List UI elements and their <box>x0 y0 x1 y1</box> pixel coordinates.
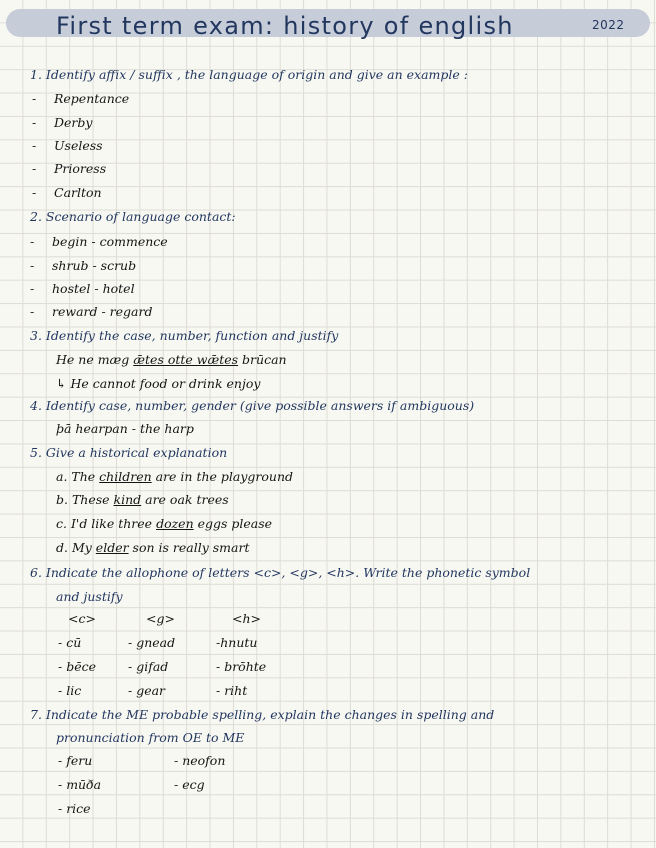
c-word: - lic <box>58 683 82 698</box>
c-word: - cū <box>58 635 82 650</box>
header-c: <c> <box>68 611 96 626</box>
q2-item: - begin - commence <box>30 234 168 249</box>
oe-word: - rice <box>58 801 91 816</box>
q2-item: - reward - regard <box>30 304 153 319</box>
question-1: 1. Identify affix / suffix , the language of origin and give an example : <box>30 67 468 82</box>
g-word: - gnead <box>128 635 176 650</box>
oe-word: - mūða <box>58 777 102 792</box>
h-word: -hnutu <box>216 635 258 650</box>
q1-item: - Carlton <box>32 185 102 200</box>
q2-item: - shrub - scrub <box>30 258 137 273</box>
question-7-cont: pronunciation from OE to ME <box>56 730 245 745</box>
question-4: 4. Identify case, number, gender (give possible answers if ambiguous) <box>30 398 475 413</box>
question-6-cont: and justify <box>56 589 123 604</box>
question-3: 3. Identify the case, number, function and justify <box>30 328 339 343</box>
g-word: - gear <box>128 683 166 698</box>
q1-item: - Prioress <box>32 161 107 176</box>
exam-year: 2022 <box>592 18 625 32</box>
q5-item-c: c. I'd like three dozen eggs please <box>56 516 273 531</box>
question-2: 2. Scenario of language contact: <box>30 209 236 224</box>
q5-item-b: b. These kind are oak trees <box>56 492 229 507</box>
oe-word: - neofon <box>174 753 226 768</box>
oe-word: - feru <box>58 753 93 768</box>
q1-item: - Repentance <box>32 91 130 106</box>
g-word: - gifad <box>128 659 169 674</box>
q5-item-d: d. My elder son is really smart <box>56 540 250 555</box>
question-6: 6. Indicate the allophone of letters <c>, <g>, <h>. Write the phonetic symbol <box>30 565 531 580</box>
q1-item: - Derby <box>32 115 93 130</box>
question-5: 5. Give a historical explanation <box>30 445 228 460</box>
page-title: First term exam: history of english <box>56 12 514 40</box>
header-g: <g> <box>146 611 175 626</box>
translation-line: ↳ He cannot food or drink enjoy <box>56 376 261 391</box>
q1-item: - Useless <box>32 138 103 153</box>
old-english-sentence: He ne mæg ǣtes otte wǣtes brūcan <box>56 352 287 367</box>
q4-example: þā hearpan - the harp <box>56 421 194 436</box>
question-7: 7. Indicate the ME probable spelling, explain the changes in spelling and <box>30 707 495 722</box>
q5-item-a: a. The children are in the playground <box>56 469 294 484</box>
h-word: - riht <box>216 683 248 698</box>
q2-item: - hostel - hotel <box>30 281 135 296</box>
c-word: - bēce <box>58 659 96 674</box>
oe-word: - ecg <box>174 777 205 792</box>
header-h: <h> <box>232 611 261 626</box>
h-word: - brōhte <box>216 659 267 674</box>
